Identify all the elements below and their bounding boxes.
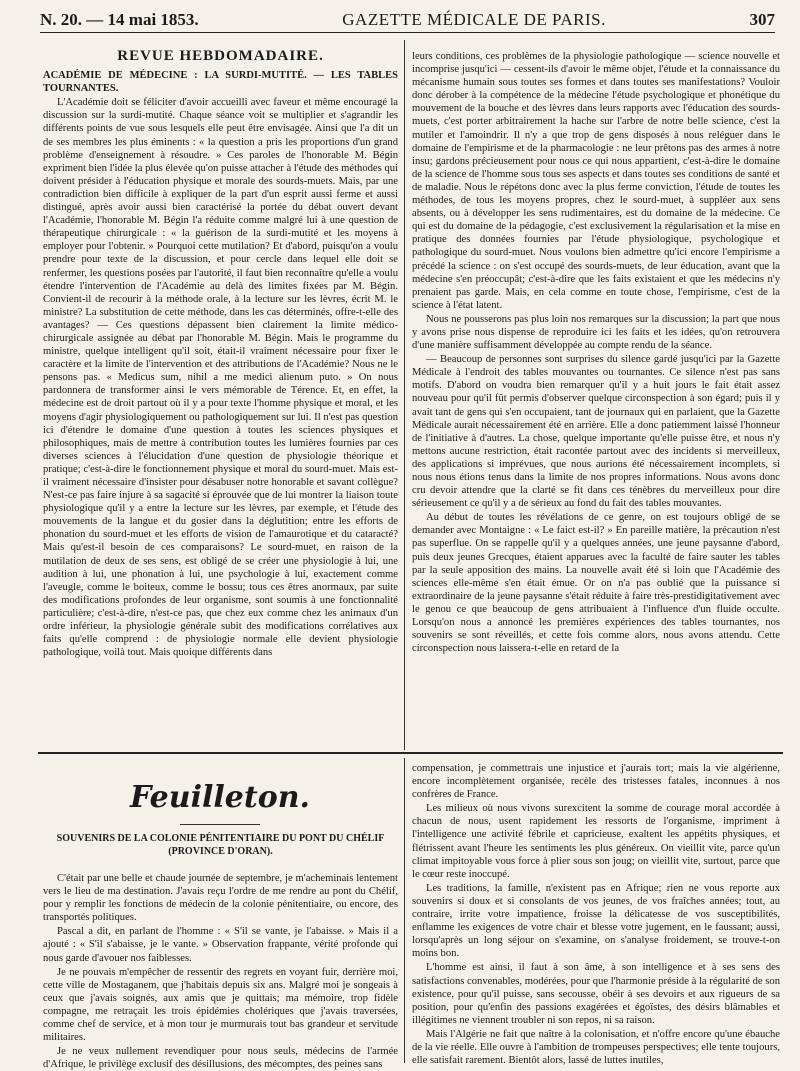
feuilleton-heading bbox=[43, 832, 398, 858]
page-number: 307 bbox=[749, 10, 775, 29]
feuilleton-title-rule bbox=[180, 824, 260, 825]
issue-number: N. 20. — 14 mai 1853. bbox=[40, 10, 199, 29]
revue-paragraph: Au début de toutes les révélations de ce genre, on est toujours obligé de se demander avec Montaigne : « Le faict est-il? » En pareille matière, la précaution n'est pas superflue. On se rappelle qu'il y a quelques années, une jeune paysanne d'abord, puis deux jeunes Grecques, étaient apparues avec la faculté de faire sauter les tables par la seule apposition des mains. La nouvelle avait été si loin que l'Académie des sciences elle-même s'en était émue. Or on n'a pas oublié que la puissance si extraordinaire de la jeune paysanne s'était réduite à faire très-prestidigitativement avec le genou ce que beaucoup de gens attribuaient à l'influence d'un fluide occulte. Lorsqu'on nous a annoncé les premières expériences des tables tournantes, nos souvenirs se sont réveillés, et cette fois comme alors, nous avons attendu. Cette circonspection nous laissera-t-elle en retard de la bbox=[412, 512, 780, 655]
revue-subhead: ACADÉMIE DE MÉDECINE : LA SURDI-MUTITÉ. — LES TABLES TOURNANTES. bbox=[43, 70, 398, 95]
revue-title: REVUE HEBDOMADAIRE. bbox=[117, 48, 324, 64]
feuilleton-paragraph: Pascal a dit, en parlant de l'homme : « S'il se vante, je l'abaisse. » Mais il a ajouté : « S'il s'abaisse, je le vante. » Observation frappante, vérité profonde qui nous garde d'avouer nos faiblesses. bbox=[43, 926, 398, 964]
revue-right-column bbox=[412, 50, 780, 740]
journal-title: GAZETTE MÉDICALE DE PARIS. bbox=[342, 10, 606, 29]
feuilleton-column-divider bbox=[404, 758, 405, 1063]
feuilleton-paragraph: Les traditions, la famille, n'existent pas en Afrique; rien ne vous reporte aux souvenirs si doux et si consolants de vos jeunes, de vos fraîches années; tout, au contraire, irrite votre impatience, froisse la délicatesse de vos susceptibilités, enflamme les exigences de votre chair et blesse votre jugement, en le faussant; aussi, lorsqu'après un long séjour on s'examine, on s'analyse froidement, se trouve-t-on moins bon. bbox=[412, 882, 780, 960]
feuilleton-heading-line2: (PROVINCE D'ORAN). bbox=[168, 846, 273, 857]
revue-paragraph: leurs conditions, ces problèmes de la physiologie pathologique — science nouvelle et incomprise jusqu'ici — cessent-ils d'avoir le même objet, l'étude et la connaissance du mécanisme humain sous toutes ses formes et dans toutes ses manifestations? Vouloir donc dérober à la compétence de la médecine l'étude psychologique et phonétique du mouvement de la bouche et des lèvres dans leurs rapports avec l'éducation des sourds-muets, c'est porter arbitrairement la hache sur l'arbre de notre belle science, c'est la mutiler et l'amoindrir. Il n'y a que trop de gens disposés à nous reléguer dans le domaine de l'empirisme et de la pharmacologie : ne leur prêtons pas des armes à notre insu; gardons précieusement pour nous ce qui nous appartient, c'est-à-dire le domaine de la science de l'homme sous tous ses aspects et dans toutes ses conditions de santé et de maladie. Nous le répétons donc avec la plus ferme conviction, l'étude de toutes les méthodes, de tous les moyens propres, chez le sourd-muet, à suppléer aux sens absents, ou à développer les sens rudimentaires, est du domaine de la médecine. Ce qui est du domaine de la pédagogie, c'est exclusivement la régularisation et la mise en pratique des données fournies par l'étude physiologique, psychologique et pathologique du sourd-muet. Nous voulons bien admettre qu'ici encore l'empirisme a précédé la science : on s'est occupé des sourds-muets, de leur éducation, avant que la médecine s'en préoccupât; c'est-à-dire que les faits existaient et que les médecins n'y prenaient pas garde. Mais, en cela comme en toute chose, l'empirisme, c'est de la science à l'état latent. bbox=[412, 51, 780, 311]
feuilleton-left-column bbox=[43, 872, 398, 1071]
feuilleton-separator bbox=[38, 752, 783, 754]
feuilleton-paragraph: Les milieux où nous vivons surexcitent la somme de courage moral accordée à chacun de nous, usent rapidement les ressorts de l'organisme, impriment à l'intelligence une activité fébrile et capricieuse, exaltent les appétits physiques, et flétrissent avant l'heure les sentiments les plus généreux. On vieillit vite, parce qu'un climat impitoyable vous force à plier sous son joug; on vieillit vite, surtout, parce que le cœur reste inoccupé. bbox=[412, 803, 780, 880]
revue-left-column bbox=[43, 50, 398, 740]
revue-paragraph: Nous ne pousserons pas plus loin nos remarques sur la discussion; la part que nous y avons prise nous dispense de reproduire ici les faits et les idées, qu'on retrouvera d'une manière suffisamment développée au compte rendu de la séance. bbox=[412, 313, 780, 352]
feuilleton-paragraph: Je ne veux nullement revendiquer pour nous seuls, médecins de l'armée d'Afrique, le privilège exclusif des désillusions, des mécomptes, des peines sans bbox=[43, 1046, 398, 1071]
feuilleton-paragraph: C'était par une belle et chaude journée de septembre, je m'acheminais lentement vers le lieu de ma destination. J'avais reçu l'ordre de me rendre au pont du Chélif, pour y remplir les fonctions de médecin de la colonie pénitentiaire, ou encore, des transportés politiques. bbox=[43, 873, 398, 924]
feuilleton-paragraph: compensation, je commettrais une injustice et j'aurais tort; mais la vie algérienne, encore incomplètement organisée, recèle des tristesses fatales, inconnues à nos confrères de France. bbox=[412, 763, 780, 801]
feuilleton-paragraph: Je ne pouvais m'empêcher de ressentir des regrets en voyant fuir, derrière moi, cette ville de Mostaganem, que j'habitais depuis six ans. Malgré moi je songeais à ceux que j'avais soignés, aux amis que je quittais; ma mémoire, trop fidèle compagne, me retraçait les trois épidémies cholériques que j'avais traversées, comme chef de service, et à mon tour je murmurais tout bas grandeur et servitude militaires. bbox=[43, 966, 398, 1044]
feuilleton-paragraph: Mais l'Algérie ne fait que naître à la colonisation, et n'offre encore qu'une ébauche de la vie réelle. Elle ouvre à l'ambition de trompeuses perspectives; elle tente toujours, elle satisfait rarement. Bientôt alors, lassé de luttes inutiles, bbox=[412, 1028, 780, 1067]
feuilleton-right-column bbox=[412, 762, 780, 1067]
column-divider bbox=[404, 40, 405, 750]
feuilleton-title: Feuilleton. bbox=[130, 780, 310, 815]
revue-paragraph: L'Académie doit se féliciter d'avoir accueilli avec faveur et même encouragé la discussion sur la surdi-mutité. Chaque séance voit se multiplier et s'agrandir les différents points de vue sous lesquels elle peut être envisagée. Ainsi que l'a dit un de ses membres les plus éminents : « la question a pris les proportions d'un grand problème d'enseignement à résoudre. » Ces paroles de l'honorable M. Bégin expriment bien l'idée la plus élevée qu'on puisse attacher à l'étude des méthodes qui doivent présider à l'éducation physique et morale des sourds-muets. Mais, par une contradiction bien difficile à expliquer de la part d'un esprit aussi ferme et aussi distingué, après avoir aussi bien caractérisé la portée du débat ouvert devant l'Académie, l'honorable M. Bégin l'a réduite comme malgré lui à une question de thérapeutique chirurgicale : « la guérison de la surdi-mutité et les moyens à employer pour l'obtenir. » Pourquoi cette mutilation? Et d'abord, puisqu'on a voulu prendre pour texte de la discussion, et pour cercle dans lequel elle doit se renfermer, les questions posées par l'autorité, il faut bien reconnaître qu'elle a voulu étendre l'intervention de l'Académie au delà des limites fixées par M. Bégin. Convient-il de recourir à la méthode orale, à la lecture sur les lèvres, écrit M. le ministre? La substitution de cette méthode, dans les cas déterminés, offre-t-elle des avantages? — Ces questions dépassent bien clairement la limite médico-chirurgicale assignée au débat par l'honorable M. Bégin. Mais le programme du ministre, quelque intelligent qu'il soit, était-il vraiment nécessaire pour fixer le caractère et la limite de l'intervention et des attributions de l'Académie? Nous ne le pensons pas. « Medicus sum, nihil a me medici alienum puto. » On nous pardonnera de transformer ainsi le vers mémorable de Térence. Et, en effet, la médecine est de droit partout où il y a pour texte l'homme physique et moral, et les moyens d'agir physiologiquement ou pathologiquement sur lui. Il n'est pas question ici d'étendre le domaine d'une question à toutes les sciences physiques et philosophiques, mais de mettre à contribution toutes les lumières fournies par ces diverses sciences à l'élucidation d'une question de physiologie théorique et pratique; c'est-à-dire le fonctionnement physique et moral du sourd-muet. Mais est-il vraiment nécessaire d'insister pour désabuser notre honorable et savant collègue? N'est-ce pas faire injure à sa sagacité si éprouvée que de lui montrer la liaison toute physiologique qu'il y a entre la lecture sur les lèvres, par exemple, et l'étude des mouvements de la langue et du gosier dans la déglutition; entre les efforts de phonation du sourd-muet et les efforts de vision de l'amaurotique et du cataracté? Mais qu'est-il besoin de ces comparaisons? Le sourd-muet, en raison de la mutilation de deux de ses sens, est obligé de se créer une physiologie à lui, une audition à lui, une phonation à lui, une psychologie à lui, exactement comme l'aveugle, comme le boiteux, comme le bossu; tous ces êtres anormaux, par suite des modifications profondes de leur organisme, sont soumis à une fonctionnalité particulière; c'est-à-dire, n'est-ce pas, que chez eux comme chez les animaux d'un ordre inférieur, la physiologie générale subit des modifications corrélatives aux faits qu'elle comprend : de physiologie normale elle devient physiologie pathologique, voilà tout. Mais quoique différents dans bbox=[43, 97, 398, 659]
feuilleton-heading-line1: SOUVENIRS DE LA COLONIE PÉNITENTIAIRE DU PONT DU CHÉLIF bbox=[56, 833, 385, 844]
feuilleton-paragraph: L'homme est ainsi, il faut à son âme, à son intelligence et à ses sens des satisfactions convenables, modérées, pour que l'harmonie préside à la régularité de son existence, pour qu'il puisse, sans secousse, obéir à ses devoirs et aux rigueurs de sa position, pour qu'enfin des passions exagérées et égoïstes, des désirs blâmables et illégitimes ne viennent troubler ni son repos, ni sa raison. bbox=[412, 962, 780, 1026]
revue-paragraph: — Beaucoup de personnes sont surprises du silence gardé jusqu'ici par la Gazette Médicale à l'endroit des tables mouvantes ou tournantes. Ce silence n'est pas sans motifs. D'abord on voudra bien remarquer qu'il y a huit jours le fait était assez nouveau pour qu'il fût permis d'observer quelque circonspection à son égard; puis il y avait tant de gens qui s'en occupaient, tant de journaux qui en parlaient, que la Gazette Médicale aurait nécessairement été en arrière. Elle a donc patiemment laissé l'honneur de l'initiative à d'autres. La chose, quelque importante qu'elle puisse être, et nous n'y mettons aucune restriction, était racontée partout avec des incidents si merveilleux, des applications si imprévues, que nous aurions été nécessairement incomplets, si nous nous étions tenus dans la limite de nos propres informations. Nous avons donc cru devoir attendre que la clarté se fit dans ces ténèbres du merveilleux pour dire sérieusement ce qu'il y a de sérieux au fond du fait des tables mouvantes. bbox=[412, 354, 780, 510]
page-header bbox=[40, 10, 775, 33]
